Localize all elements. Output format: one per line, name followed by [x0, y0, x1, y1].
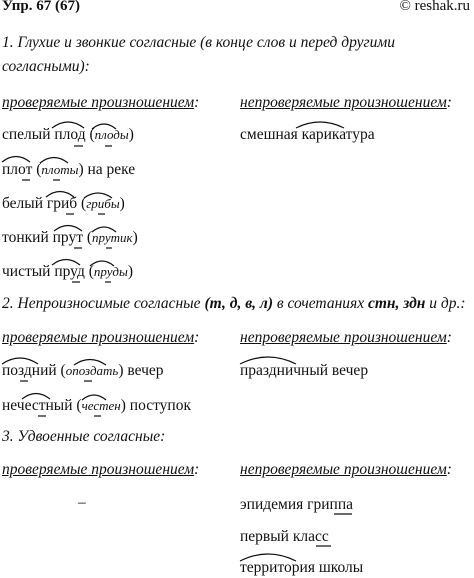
s3-unchecked-row-3: территория школы — [240, 559, 364, 576]
section3-unchecked-label: непроверяемые произношением: — [240, 461, 452, 478]
section1-heading-line2: согласными): — [2, 58, 90, 75]
s2-row-2: нечестный (честен) поступок — [2, 397, 192, 414]
section2-checked-label: проверяемые произношением: — [2, 329, 200, 346]
exercise-title: Упр. 67 (67) — [2, 0, 81, 14]
s1-row-1: спелый плод (плоды) — [2, 126, 134, 143]
site-watermark: © reshak.ru — [399, 0, 470, 14]
s1-row-4: тонкий прут (прутик) — [2, 229, 138, 246]
section1-checked-label: проверяемые произношением: — [2, 94, 200, 111]
section3-checked-label: проверяемые произношением: — [2, 461, 200, 478]
s1-unchecked-row-1: смешная карикатура — [240, 126, 375, 143]
section3-heading: 3. Удвоенные согласные: — [2, 428, 166, 445]
section2-unchecked-label: непроверяемые произношением: — [240, 329, 452, 346]
s3-unchecked-row-1: эпидемия гриппа — [240, 496, 353, 513]
s3-unchecked-row-2: первый класс — [240, 528, 329, 545]
section1-unchecked-label: непроверяемые произношением: — [240, 94, 452, 111]
s1-row-5: чистый пруд (пруды) — [2, 263, 133, 280]
s2-unchecked-row-1: праздничный вечер — [240, 362, 369, 379]
s1-row-2: плот (плоты) на реке — [2, 161, 136, 178]
section1-heading-line1: 1. Глухие и звонкие согласные (в конце слов и перед другими — [2, 34, 395, 51]
s3-checked-dash: – — [78, 494, 86, 511]
section2-heading: 2. Непроизносимые согласные (т, д, в, л) в сочетаниях стн, здн и др.: — [2, 295, 466, 312]
s2-row-1: поздний (опоздать) вечер — [2, 362, 164, 379]
s1-row-3: белый гриб (грибы) — [2, 195, 125, 212]
